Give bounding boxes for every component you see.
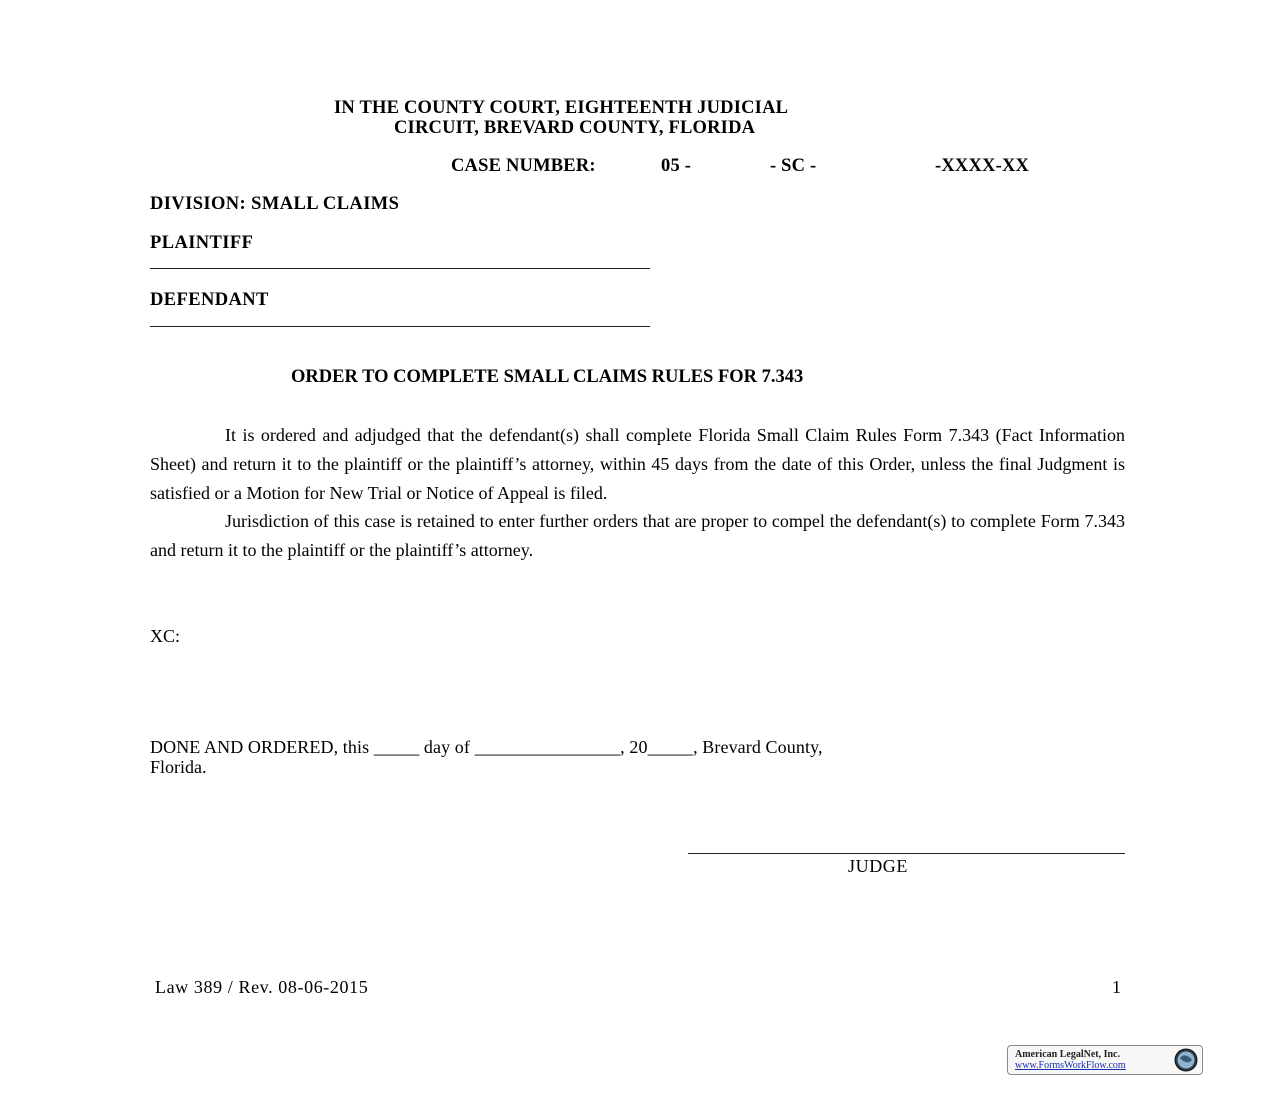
division-label: DIVISION: SMALL CLAIMS bbox=[150, 194, 400, 214]
plaintiff-field[interactable] bbox=[150, 268, 650, 269]
done-and-ordered-line1: DONE AND ORDERED, this _____ day of ________________, 20_____, Brevard County, bbox=[150, 737, 823, 757]
globe-icon bbox=[1174, 1048, 1198, 1072]
court-title-line1: IN THE COUNTY COURT, EIGHTEENTH JUDICIAL bbox=[334, 98, 789, 118]
defendant-label: DEFENDANT bbox=[150, 290, 269, 310]
form-id: Law 389 / Rev. 08-06-2015 bbox=[155, 977, 369, 997]
order-paragraph-2: Jurisdiction of this case is retained to enter further orders that are proper to compel the defendant(s) to complete Form 7.343 and return it to the plaintiff or the plaintiff’s attorney. bbox=[150, 511, 1125, 561]
badge-company: American LegalNet, Inc. bbox=[1015, 1049, 1120, 1060]
case-number-part3: -XXXX-XX bbox=[935, 156, 1030, 176]
american-legalnet-badge[interactable] bbox=[1007, 1045, 1203, 1075]
case-number-label: CASE NUMBER: bbox=[451, 156, 596, 176]
judge-signature-line[interactable] bbox=[688, 853, 1125, 854]
done-and-ordered-line2: Florida. bbox=[150, 757, 207, 777]
order-title: ORDER TO COMPLETE SMALL CLAIMS RULES FOR 7.343 bbox=[291, 367, 804, 387]
page-number: 1 bbox=[1112, 977, 1122, 997]
badge-website-link[interactable]: www.FormsWorkFlow.com bbox=[1015, 1060, 1126, 1071]
case-number-part1: 05 - bbox=[661, 156, 692, 176]
xc-label: XC: bbox=[150, 626, 181, 646]
defendant-field[interactable] bbox=[150, 326, 650, 327]
order-paragraph-1: It is ordered and adjudged that the defendant(s) shall complete Florida Small Claim Rules Form 7.343 (Fact Information Sheet) and return it to the plaintiff or the plaintiff’s attorney, within 45 days from the date of this Order, unless the final Judgment is satisfied or a Motion for New Trial or Notice of Appeal is filed. bbox=[150, 425, 1125, 503]
order-body bbox=[150, 421, 1125, 565]
case-number-part2: - SC - bbox=[770, 156, 817, 176]
court-title-line2: CIRCUIT, BREVARD COUNTY, FLORIDA bbox=[394, 118, 756, 138]
plaintiff-label: PLAINTIFF bbox=[150, 233, 254, 253]
judge-label: JUDGE bbox=[848, 856, 908, 876]
